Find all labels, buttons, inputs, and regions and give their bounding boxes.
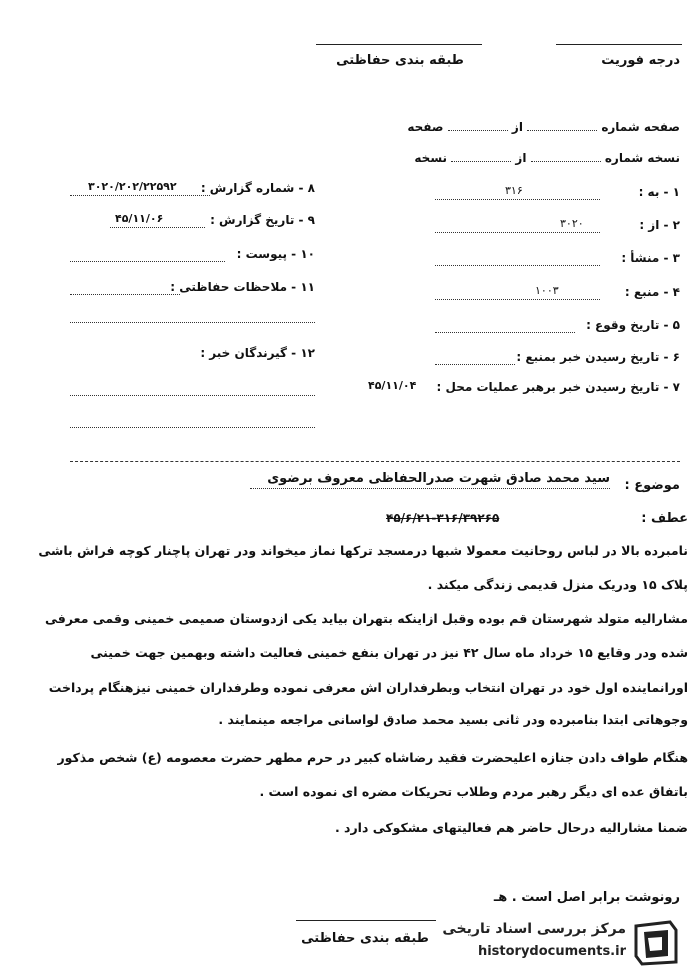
watermark-logo-icon: [630, 918, 682, 968]
watermark-url: historydocuments.ir: [477, 944, 626, 959]
field-page-mid: از: [511, 120, 523, 134]
body-line-2: پلاک ۱۵ ودریک منزل قدیمی زندگی میکند .: [427, 577, 688, 592]
field-report-date-label: ۹ - تاریخ گزارش :: [210, 213, 315, 227]
body-line-3: مشارالیه متولد شهرستان قم بوده وقبل ازاینکه بتهران بیاید یکی ازدوستان صمیمی خمینی وقمی معرفی: [45, 611, 688, 626]
subject-label: موضوع :: [624, 478, 680, 493]
field-security-notes-label: ۱۱ - ملاحظات حفاظتی :: [170, 280, 315, 294]
body-line-6: وجوهاتی ابتدا بنامبرده ودر ثانی بسید محمد صادق لواسانی مراجعه مینمایند .: [218, 712, 688, 727]
field-copy-mid: از: [515, 151, 527, 165]
urgency-line: [556, 44, 682, 45]
section-divider: [70, 461, 680, 462]
field-copy-number: [414, 151, 680, 165]
field-from-value: ۳۰۲۰: [560, 217, 584, 230]
field-copy-label: نسخه شماره: [604, 151, 680, 165]
field-copy-value: [531, 161, 601, 162]
reference-label: عطف :: [641, 511, 688, 526]
body-line-5: اورانماینده اول خود در تهران انتخاب وبطرفداران اش معرفی نموده وطرفداران خمینی نیزهنگام پرداخت: [48, 680, 688, 695]
field-recipients-label: ۱۲ - گیرندگان خبر :: [200, 346, 315, 360]
field-source-receipt-label: ۶ - تاریخ رسیدن خبر بمنبع :: [516, 350, 680, 364]
field-origin-label: ۳ - منشأ :: [621, 251, 680, 265]
body-line-4: شده ودر وقایع ۱۵ خرداد ماه سال ۴۲ نیز در تهران بنفع خمینی فعالیت داشته وبهمین جهت خمینی: [90, 645, 688, 660]
classification-line-bottom: [296, 920, 436, 921]
classification-label-top: طبقه بندی حفاظتی: [336, 53, 464, 68]
field-source-value: ۱۰۰۳: [535, 284, 559, 297]
field-page-label: صفحه شماره: [601, 120, 680, 134]
field-to-label: ۱ - به :: [638, 185, 680, 199]
classification-line-top: [316, 44, 482, 45]
field-from-label: ۲ - از :: [639, 218, 680, 232]
body-line-1: نامبرده بالا در لباس روحانیت معمولا شبها درمسجد ترکها نماز میخواند ودر تهران پاچنار کوچه فراش باشی: [38, 543, 688, 558]
subject-text: سید محمد صادق شهرت صدرالحفاظی معروف برضوی: [250, 471, 610, 489]
field-copy-end: نسخه: [414, 151, 448, 165]
body-line-9: ضمنا مشارالیه درحال حاضر هم فعالیتهای مشکوکی دارد .: [334, 820, 688, 835]
field-report-number-label: ۸ - شماره گزارش :: [200, 181, 315, 195]
watermark-name: مرکز بررسی اسناد تاریخی: [442, 921, 626, 937]
field-ops-receipt-label: ۷ - تاریخ رسیدن خبر برهبر عملیات محل :: [436, 380, 680, 394]
field-page-number: [407, 120, 680, 134]
urgency-label: درجه فوریت: [601, 53, 680, 68]
classification-label-bottom: طبقه بندی حفاظتی: [301, 931, 429, 946]
field-report-number-value: ۳۰۲۰/۲۰۲/۲۲۵۹۲: [88, 180, 177, 193]
field-page-value: [527, 130, 597, 131]
body-line-7: هنگام طواف دادن جنازه اعلیحضرت فقید رضاشاه کبیر در حرم مطهر حضرت معصومه (ع) شخص مذکور: [57, 750, 688, 765]
field-report-date-value: ۴۵/۱۱/۰۶: [115, 212, 164, 225]
field-to-value: ۳۱۶: [505, 184, 523, 197]
field-event-date-label: ۵ - تاریخ وقوع :: [586, 318, 680, 332]
field-attachment-label: ۱۰ - پیوست :: [236, 247, 315, 261]
field-ops-receipt-value: ۴۵/۱۱/۰۴: [368, 379, 417, 392]
reference-value: ۴۵/۶/۲۱-۳۱۶/۳۹۲۶۵: [386, 511, 500, 525]
field-page-end: صفحه: [407, 120, 444, 134]
copy-note: رونوشت برابر اصل است . هـ: [493, 890, 680, 905]
body-line-8: باتفاق عده ای دیگر رهبر مردم وطلاب تحریکات مضره ای نموده است .: [259, 784, 688, 799]
field-source-label: ۴ - منبع :: [624, 285, 680, 299]
